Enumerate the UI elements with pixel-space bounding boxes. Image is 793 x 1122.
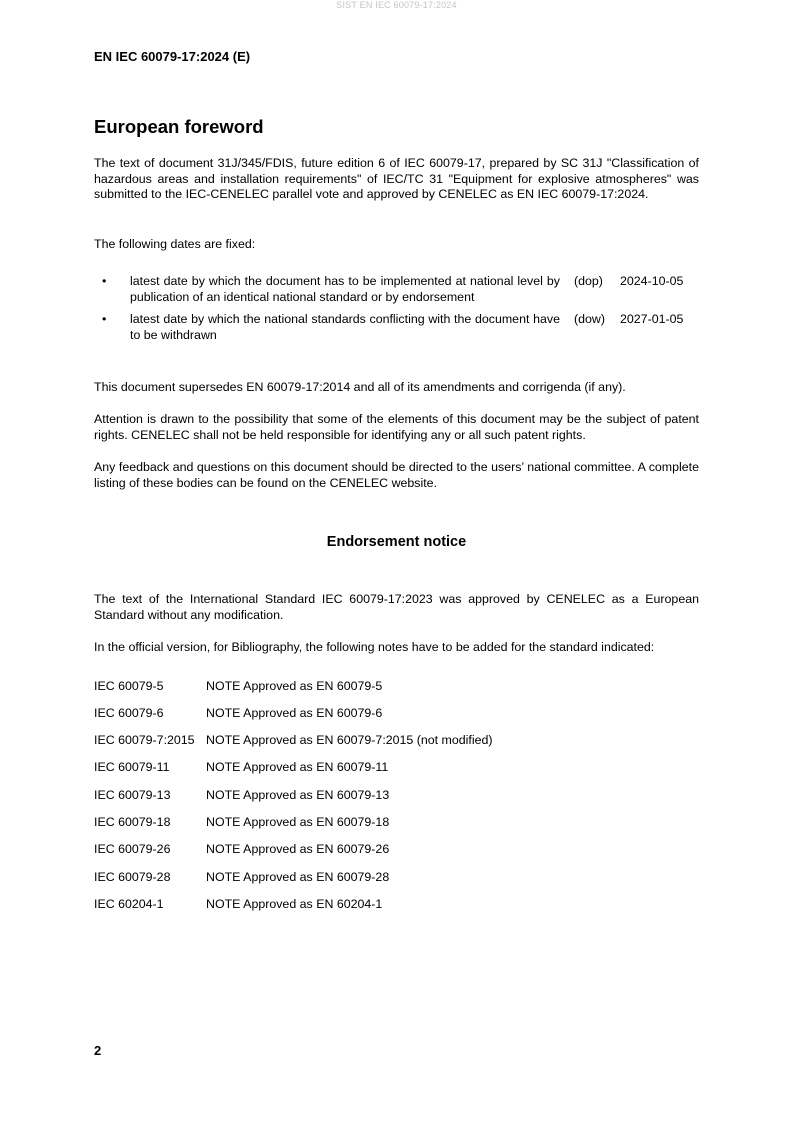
date-item-text: latest date by which the national standards conflicting with the document have to be withdrawn: [130, 312, 560, 342]
endorsement-text: The text of the International Standard IEC 60079-17:2023 was approved by CENELEC as a European Standard without any modification.: [94, 592, 699, 622]
bullet-icon: •: [102, 312, 107, 326]
bibliography-note: NOTE Approved as EN 60079-26: [206, 842, 390, 856]
bibliography-row: [94, 897, 382, 912]
bibliography-ref: IEC 60079-28: [94, 870, 171, 884]
bibliography-note: NOTE Approved as EN 60079-7:2015 (not modified): [206, 733, 493, 747]
bibliography-row: [94, 760, 388, 775]
bibliography-note: NOTE Approved as EN 60079-28: [206, 870, 390, 884]
bibliography-note: NOTE Approved as EN 60079-18: [206, 815, 390, 829]
bibliography-note: NOTE Approved as EN 60079-5: [206, 679, 383, 693]
bibliography-note: NOTE Approved as EN 60204-1: [206, 897, 383, 911]
patent-paragraph: Attention is drawn to the possibility that some of the elements of this document may be the subject of patent rights. CENELEC shall not be held responsible for identifying any or all such patent rights.: [94, 412, 699, 442]
bibliography-row: [94, 733, 493, 748]
bibliography-ref: IEC 60079-6: [94, 706, 164, 720]
date-item-date: 2024-10-05: [620, 274, 684, 288]
bibliography-note: NOTE Approved as EN 60079-6: [206, 706, 383, 720]
date-item-code: (dow): [574, 312, 605, 326]
bibliography-note: NOTE Approved as EN 60079-11: [206, 760, 389, 774]
bibliography-row: [94, 788, 389, 803]
foreword-heading: European foreword: [94, 116, 264, 137]
bullet-icon: •: [102, 274, 107, 288]
bibliography-note: NOTE Approved as EN 60079-13: [206, 788, 390, 802]
foreword-intro: The text of document 31J/345/FDIS, future edition 6 of IEC 60079-17, prepared by SC 31J "Classification of hazardous areas and installation requirements" of IEC/TC 31 "Equipment for explosive atmospheres" was submitted to the IEC-CENELEC parallel vote and approved by CENELEC as EN IEC 60079-17:2024.: [94, 156, 699, 202]
bibliography-row: [94, 815, 389, 830]
date-item-text: latest date by which the document has to be implemented at national level by publication of an identical national standard or by endorsement: [130, 274, 560, 304]
watermark: SIST EN IEC 60079-17:2024: [336, 0, 457, 10]
date-item-date: 2027-01-05: [620, 312, 684, 326]
bibliography-ref: IEC 60079-11: [94, 760, 170, 774]
page-number: 2: [94, 1043, 102, 1058]
bibliography-ref: IEC 60079-18: [94, 815, 171, 829]
feedback-paragraph: Any feedback and questions on this document should be directed to the users’ national committee. A complete listing of these bodies can be found on the CENELEC website.: [94, 460, 699, 490]
bibliography-row: [94, 842, 389, 857]
document-identifier: EN IEC 60079-17:2024 (E): [94, 49, 251, 64]
endorsement-heading: Endorsement notice: [326, 534, 467, 550]
bibliography-intro: In the official version, for Bibliography, the following notes have to be added for the standard indicated:: [94, 640, 655, 654]
bibliography-row: [94, 679, 382, 694]
date-item-code: (dop): [574, 274, 603, 288]
supersedes-paragraph: This document supersedes EN 60079-17:2014 and all of its amendments and corrigenda (if any).: [94, 380, 626, 394]
bibliography-ref: IEC 60079-13: [94, 788, 171, 802]
dates-intro: The following dates are fixed:: [94, 237, 256, 251]
bibliography-ref: IEC 60079-7:2015: [94, 733, 195, 747]
bibliography-ref: IEC 60204-1: [94, 897, 164, 911]
bibliography-ref: IEC 60079-26: [94, 842, 171, 856]
bibliography-row: [94, 706, 382, 721]
bibliography-row: [94, 870, 389, 885]
bibliography-ref: IEC 60079-5: [94, 679, 164, 693]
